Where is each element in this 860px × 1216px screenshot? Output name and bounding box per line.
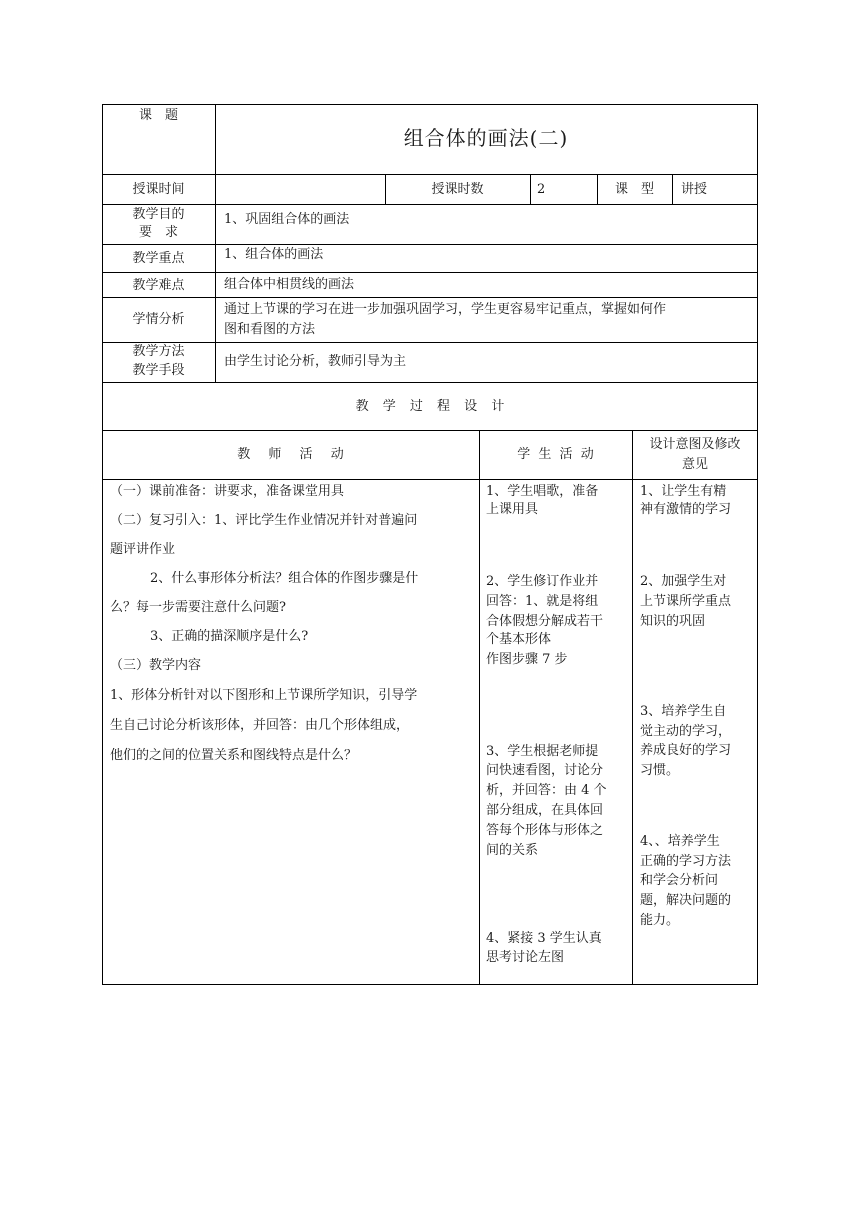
student-3e: 答每个形体与形体之	[486, 823, 604, 838]
intent-2b: 上节课所学重点	[640, 594, 732, 609]
student-2d: 个基本形体	[486, 632, 552, 647]
hours-value: 2	[537, 182, 546, 197]
goal-label-1: 教学目的	[132, 207, 185, 222]
teacher-step-3b: 么？每一步需要注意什么问题?	[110, 600, 286, 615]
difficulty-label: 教学难点	[132, 278, 185, 293]
intent-3c: 养成良好的学习	[640, 743, 732, 758]
goal-value: 1、巩固组合体的画法	[224, 212, 350, 227]
teacher-step-4: 3、正确的描深顺序是什么?	[150, 629, 309, 644]
teacher-step-6c: 他们的之间的位置关系和图线特点是什么？	[110, 748, 358, 763]
student-4b: 思考讨论左图	[486, 950, 565, 965]
intent-1a: 1、让学生有精	[640, 484, 727, 499]
teacher-step-3a: 2、什么事形体分析法？组合体的作图步骤是什	[150, 571, 419, 586]
analysis-line-2: 图和看图的方法	[224, 322, 316, 337]
process-heading: 教 学 过 程 设 计	[355, 399, 505, 414]
lesson-title: 组合体的画法(二)	[403, 126, 569, 150]
student-1b: 上课用具	[486, 502, 539, 517]
key-value: 1、组合体的画法	[224, 247, 324, 262]
student-4a: 4、紧接 3 学生认真	[486, 931, 602, 946]
hours-label: 授课时数	[431, 182, 484, 197]
intent-2c: 知识的巩固	[640, 614, 706, 629]
type-value: 讲授	[681, 182, 708, 197]
student-2c: 合体假想分解成若干	[486, 614, 604, 629]
type-label: 课 型	[614, 182, 654, 197]
analysis-label: 学情分析	[132, 312, 185, 327]
time-label: 授课时间	[132, 182, 185, 197]
teacher-column-header: 教 师 活 动	[237, 447, 344, 462]
intent-4c: 和学会分析问	[640, 873, 719, 888]
intent-2a: 2、加强学生对	[640, 574, 727, 589]
student-column-header: 学 生 活 动	[517, 447, 594, 462]
intent-3d: 习惯。	[640, 763, 680, 778]
intent-column-header-1: 设计意图及修改	[649, 437, 741, 452]
student-3a: 3、学生根据老师提	[486, 744, 599, 759]
teacher-step-6b: 生自己讨论分析该形体，并回答：由几个形体组成，	[110, 718, 410, 733]
student-3c: 析，并回答：由 4 个	[486, 783, 607, 798]
teacher-step-6a: 1、形体分析针对以下图形和上节课所学知识，引导学	[110, 688, 418, 703]
intent-3b: 觉主动的学习，	[640, 724, 732, 739]
teacher-step-2a: （二）复习引入：1、评比学生作业情况并针对普遍问	[110, 513, 418, 528]
teacher-step-2b: 题评讲作业	[110, 542, 176, 557]
analysis-line-1: 通过上节课的学习在进一步加强巩固学习，学生更容易牢记重点，掌握如何作	[224, 302, 667, 317]
teacher-step-1: （一）课前准备：讲要求，准备课堂用具	[110, 484, 345, 499]
subject-label: 课 题	[138, 108, 178, 123]
intent-4b: 正确的学习方法	[640, 854, 732, 869]
intent-1b: 神有激情的学习	[640, 502, 732, 517]
method-label-2: 教学手段	[132, 363, 185, 378]
intent-3a: 3、培养学生自	[640, 704, 727, 719]
difficulty-value: 组合体中相贯线的画法	[224, 277, 355, 292]
method-label-1: 教学方法	[132, 344, 185, 359]
student-2e: 作图步骤 7 步	[486, 652, 568, 667]
goal-label-2: 要 求	[138, 225, 178, 240]
key-label: 教学重点	[132, 251, 185, 266]
student-1a: 1、学生唱歌，准备	[486, 484, 599, 499]
student-2b: 回答：1、就是将组	[486, 594, 599, 609]
student-2a: 2、学生修订作业并	[486, 574, 599, 589]
intent-4e: 能力。	[640, 913, 680, 928]
student-3d: 部分组成，在具体回	[486, 803, 604, 818]
student-3b: 问快速看图，讨论分	[486, 763, 604, 778]
intent-4a: 4、、培养学生	[640, 834, 720, 849]
intent-4d: 题，解决问题的	[640, 893, 732, 908]
teacher-step-5: （三）教学内容	[110, 658, 202, 673]
method-value: 由学生讨论分析，教师引导为主	[224, 354, 407, 369]
intent-column-header-2: 意见	[681, 457, 708, 472]
student-3f: 间的关系	[486, 843, 539, 858]
